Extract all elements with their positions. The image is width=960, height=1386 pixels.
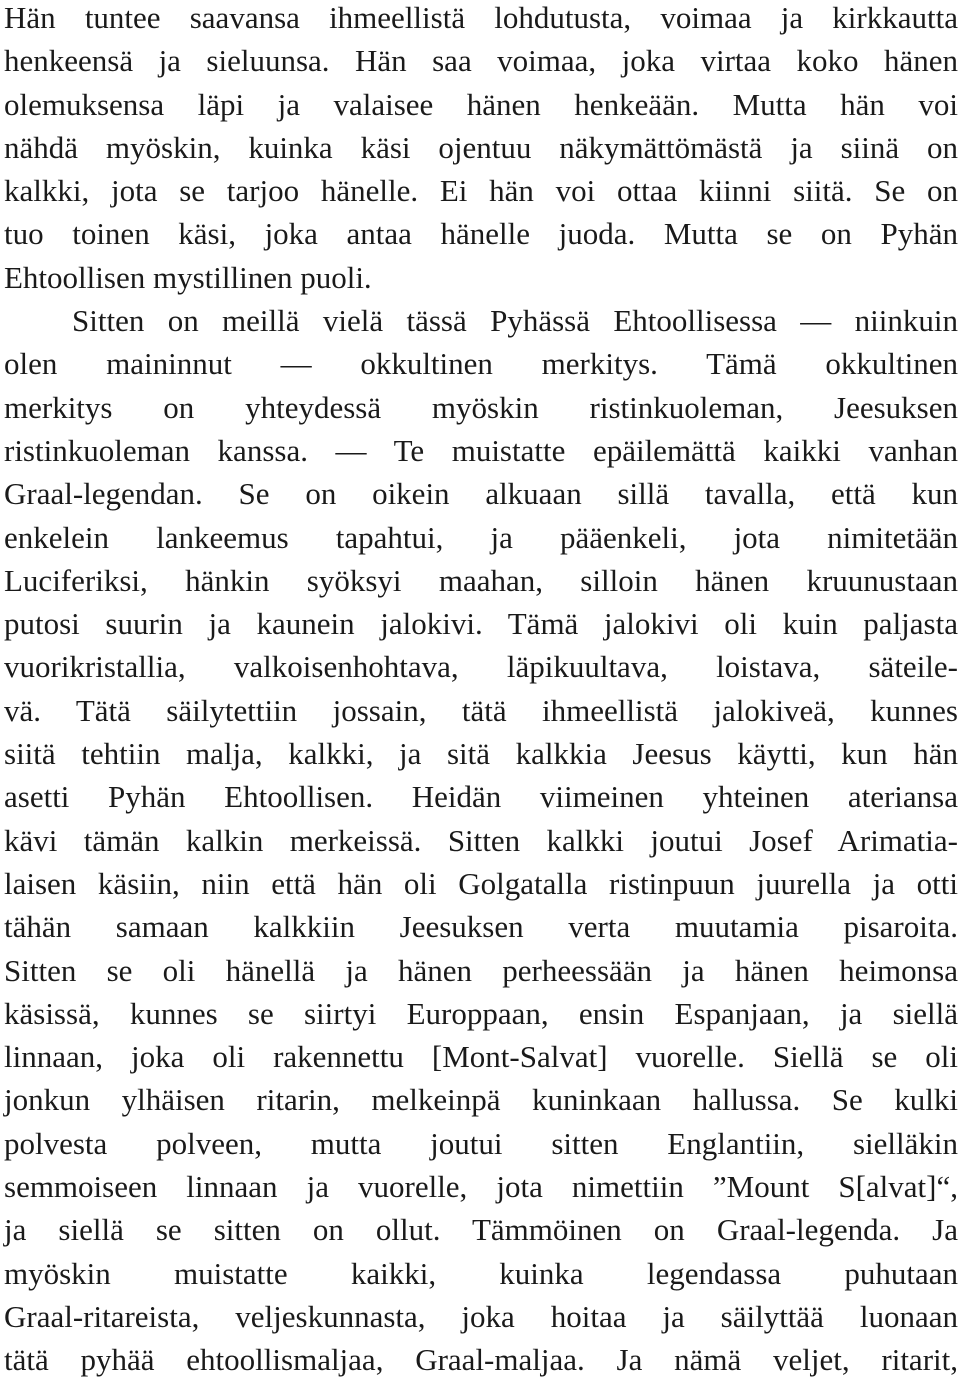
- text-line: Graal-ritareista, veljeskunnasta, joka hoitaa ja säilyttää luonaan: [4, 1298, 958, 1334]
- text-line: käsissä, kunnes se siirtyi Europpaan, ensin Espanjaan, ja siellä: [4, 995, 958, 1031]
- text-line: vä. Tätä säilytettiin jossain, tätä ihmeellistä jalokiveä, kunnes: [4, 692, 958, 728]
- text-line: merkitys on yhteydessä myöskin ristinkuoleman, Jeesuksen: [4, 389, 958, 425]
- text-line: putosi suurin ja kaunein jalokivi. Tämä jalokivi oli kuin paljasta: [4, 606, 958, 642]
- text-line: olemuksensa läpi ja valaisee hänen henkeään. Mutta hän voi: [4, 86, 958, 122]
- text-line: vuorikristallia, valkoisenhohtava, läpikuultava, loistava, säteile-: [4, 649, 958, 685]
- text-line: tähän samaan kalkkiin Jeesuksen verta muutamia pisaroita.: [4, 909, 958, 945]
- text-line: nähdä myöskin, kuinka käsi ojentuu näkymättömästä ja siinä on: [4, 129, 958, 165]
- text-line: enkelein lankeemus tapahtui, ja pääenkeli, jota nimitetään: [4, 519, 958, 555]
- text-line: Ehtoollisen mystillinen puoli.: [4, 259, 372, 295]
- text-line: asetti Pyhän Ehtoollisen. Heidän viimeinen yhteinen ateriansa: [4, 779, 958, 815]
- text-line: tuo toinen käsi, joka antaa hänelle juoda. Mutta se on Pyhän: [4, 216, 958, 252]
- document-page: [4, 0, 958, 1382]
- text-line: kalkki, jota se tarjoo hänelle. Ei hän voi ottaa kiinni siitä. Se on: [4, 173, 958, 209]
- text-line: ristinkuoleman kanssa. — Te muistatte epäilemättä kaikki vanhan: [4, 432, 958, 468]
- text-line: Hän tuntee saavansa ihmeellistä lohdutusta, voimaa ja kirkkautta: [4, 0, 958, 35]
- text-line: olen maininnut — okkultinen merkitys. Tämä okkultinen: [4, 346, 958, 382]
- text-line: myöskin muistatte kaikki, kuinka legendassa puhutaan: [4, 1255, 958, 1291]
- text-line: linnaan, joka oli rakennettu [Mont-Salvat] vuorelle. Siellä se oli: [4, 1039, 958, 1075]
- text-line: laisen käsiin, niin että hän oli Golgatalla ristinpuun juurella ja otti: [4, 865, 958, 901]
- text-line: Graal-legendan. Se on oikein alkuaan sillä tavalla, että kun: [4, 476, 958, 512]
- text-line: polvesta polveen, mutta joutui sitten Englantiin, sielläkin: [4, 1125, 958, 1161]
- text-line: siitä tehtiin malja, kalkki, ja sitä kalkkia Jeesus käytti, kun hän: [4, 736, 958, 772]
- text-line: ja siellä se sitten on ollut. Tämmöinen on Graal-legenda. Ja: [4, 1212, 958, 1248]
- text-line: jonkun ylhäisen ritarin, melkeinpä kuninkaan hallussa. Se kulki: [4, 1082, 958, 1118]
- text-line: Luciferiksi, hänkin syöksyi maahan, silloin hänen kruunustaan: [4, 562, 958, 598]
- text-line: tätä pyhää ehtoollismaljaa, Graal-maljaa. Ja nämä veljet, ritarit,: [4, 1342, 958, 1378]
- text-line: Sitten se oli hänellä ja hänen perheessään ja hänen heimonsa: [4, 952, 958, 988]
- text-line: kävi tämän kalkin merkeissä. Sitten kalkki joutui Josef Arimatia-: [4, 822, 958, 858]
- text-line: semmoiseen linnaan ja vuorelle, jota nimettiin ”Mount S[alvat]“,: [4, 1169, 958, 1205]
- text-line: henkeensä ja sieluunsa. Hän saa voimaa, joka virtaa koko hänen: [4, 43, 958, 79]
- text-line: Sitten on meillä vielä tässä Pyhässä Ehtoollisessa — niinkuin: [72, 303, 958, 339]
